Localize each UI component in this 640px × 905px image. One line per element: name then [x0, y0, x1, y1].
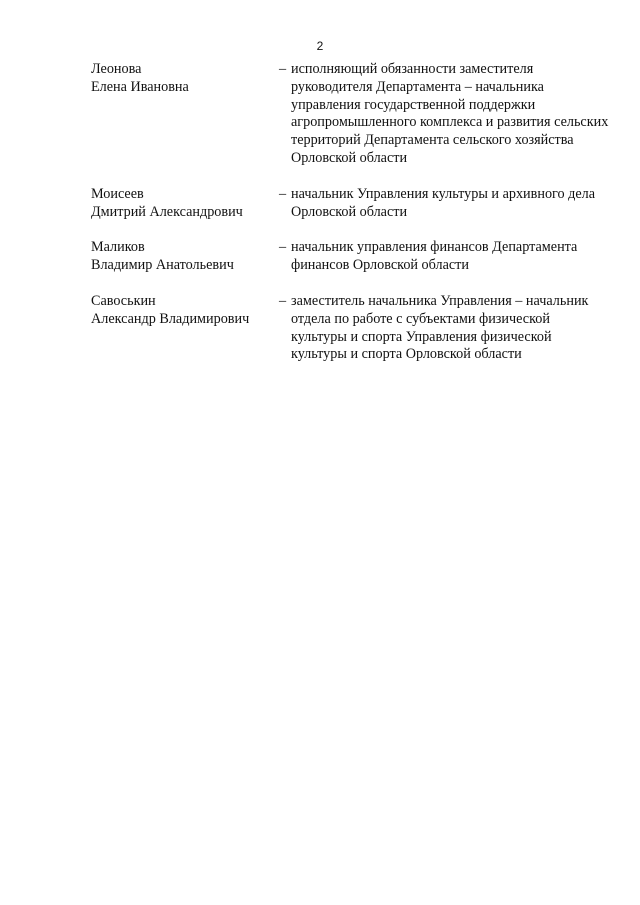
member-position: начальник управления финансов Департамента финансов Орловской области: [291, 239, 578, 274]
page-number: 2: [316, 39, 324, 53]
dash-separator: –: [279, 185, 287, 202]
member-surname: Савоськин: [91, 292, 156, 309]
member-position: заместитель начальника Управления – начальник отдела по работе с субъектами физической культуры и спорта Управления физической культуры и спорта Орловской области: [291, 292, 589, 363]
member-given-names: Дмитрий Александрович: [91, 203, 243, 220]
member-surname: Леонова: [91, 61, 142, 77]
member-position-block: [279, 239, 609, 275]
member-name: [91, 239, 279, 275]
member-entry: [91, 186, 611, 222]
member-entry: [91, 239, 611, 275]
member-position-block: [279, 61, 609, 168]
dash-separator: –: [279, 239, 287, 256]
member-surname: Моисеев: [91, 185, 144, 202]
member-surname: Маликов: [91, 239, 145, 256]
member-name: [91, 61, 279, 97]
member-name: [91, 186, 279, 222]
member-position: исполняющий обязанности заместителя руководителя Департамента – начальника управления государственной поддержки агропромышленного комплекса и развития сельских территорий Департамента сельского хозяйства Орловской области: [291, 61, 609, 166]
member-entry: [91, 293, 611, 364]
member-given-names: Елена Ивановна: [91, 78, 189, 95]
dash-separator: –: [279, 61, 287, 77]
dash-separator: –: [279, 292, 287, 309]
member-given-names: Александр Владимирович: [91, 310, 250, 327]
member-position: начальник Управления культуры и архивного дела Орловской области: [291, 185, 596, 220]
member-entry: [91, 61, 611, 168]
member-position-block: [279, 293, 609, 364]
member-position-block: [279, 186, 609, 222]
member-name: [91, 293, 279, 329]
member-given-names: Владимир Анатольевич: [91, 257, 234, 274]
member-list: [91, 61, 611, 364]
